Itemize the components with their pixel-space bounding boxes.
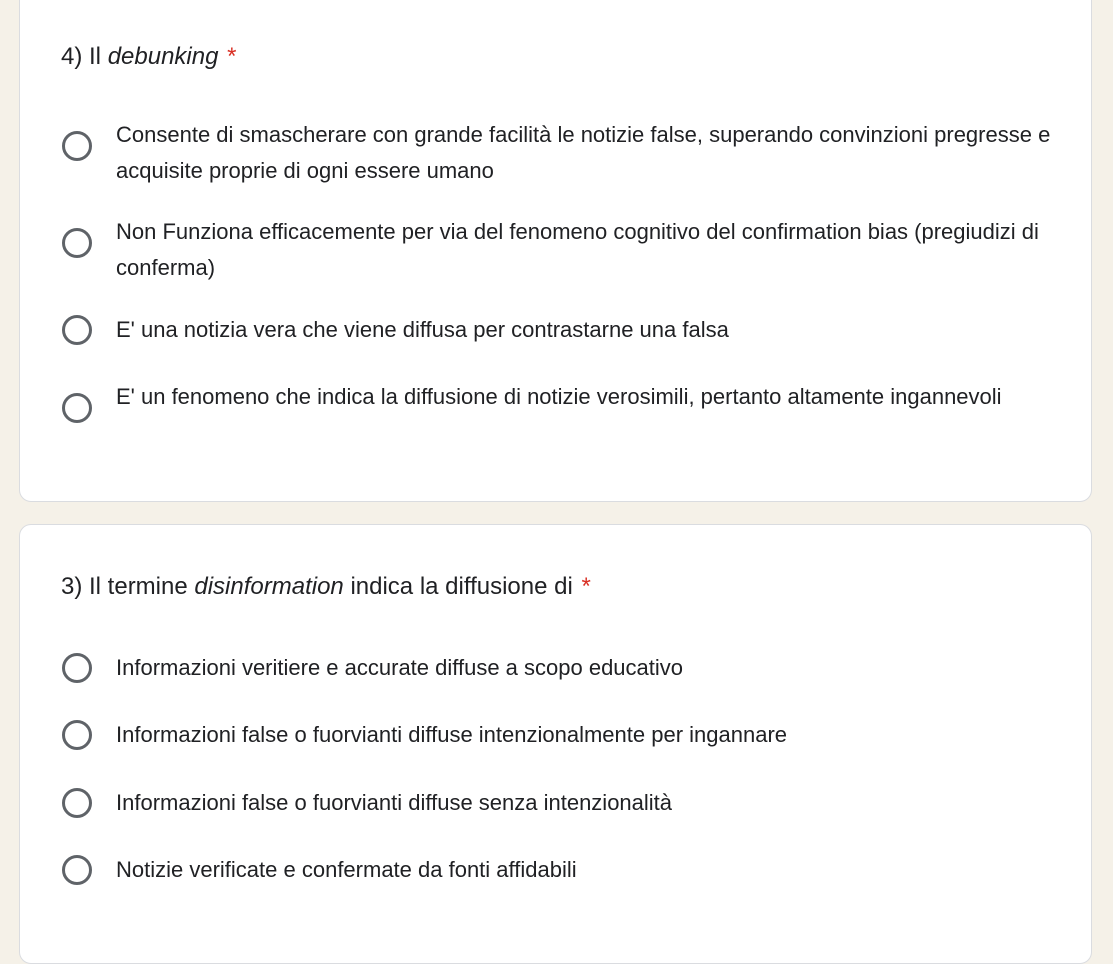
required-asterisk: *: [581, 573, 591, 600]
question-card-disinformation: [19, 524, 1092, 964]
option-radio-row[interactable]: [60, 377, 1080, 439]
option-label[interactable]: Informazioni false o fuorvianti diffuse intenzionalmente per ingannare: [116, 722, 787, 747]
radio-button[interactable]: [62, 131, 92, 161]
option-radio-row[interactable]: [60, 115, 1080, 183]
question-title: [61, 572, 591, 602]
question-title: [61, 42, 236, 72]
option-label[interactable]: Consente di smascherare con grande facilità le notizie false, superando convinzioni pregresse e acquisite proprie di ogni essere umano: [116, 122, 1051, 183]
option-radio-row[interactable]: [60, 310, 1080, 350]
option-radio-row[interactable]: [60, 648, 1080, 688]
radio-button[interactable]: [62, 855, 92, 885]
question-card-debunking: [19, 0, 1092, 502]
radio-button[interactable]: [62, 228, 92, 258]
option-label[interactable]: E' una notizia vera che viene diffusa per contrastarne una falsa: [116, 317, 729, 342]
radio-button[interactable]: [62, 315, 92, 345]
option-label[interactable]: Informazioni veritiere e accurate diffuse a scopo educativo: [116, 655, 684, 680]
option-label[interactable]: Notizie verificate e confermate da fonti affidabili: [116, 857, 577, 882]
question-emphasis: debunking: [107, 43, 219, 70]
question-number: 4) Il: [61, 43, 108, 70]
question-number: 3) Il termine: [61, 573, 195, 600]
question-emphasis: disinformation: [194, 573, 344, 600]
question-suffix: indica la diffusione di: [343, 573, 573, 600]
required-asterisk: *: [227, 43, 237, 70]
option-label[interactable]: Informazioni false o fuorvianti diffuse senza intenzionalità: [116, 790, 673, 815]
option-radio-row[interactable]: [60, 850, 1080, 890]
option-label[interactable]: E' un fenomeno che indica la diffusione di notizie verosimili, pertanto altamente ingannevoli: [116, 384, 1002, 409]
radio-button[interactable]: [62, 788, 92, 818]
radio-button[interactable]: [62, 393, 92, 423]
option-radio-row[interactable]: [60, 212, 1080, 280]
option-radio-row[interactable]: [60, 783, 1080, 823]
option-radio-row[interactable]: [60, 715, 1080, 755]
radio-button[interactable]: [62, 653, 92, 683]
option-label[interactable]: Non Funziona efficacemente per via del fenomeno cognitivo del confirmation bias (pregiudizi di conferma): [116, 219, 1039, 280]
radio-button[interactable]: [62, 720, 92, 750]
